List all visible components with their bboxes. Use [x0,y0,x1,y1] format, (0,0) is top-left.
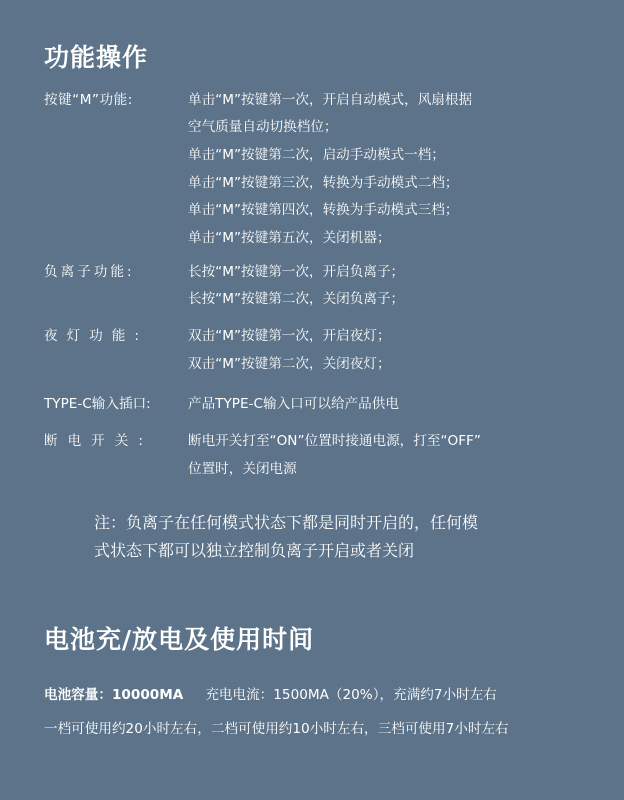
ion-label: 负离子功能: [44,264,135,280]
capacity-row [44,683,497,703]
switch-line-1: 断电开关打至“ON”位置时接通电源，打至“OFF” [188,433,481,449]
switch-line-2: 位置时，关闭电源 [188,461,297,477]
m-line-5: 单击“M”按键第四次，转换为手动模式三档； [188,202,459,218]
capacity-value: 10000MA [111,687,184,703]
section-title-battery: 电池充/放电及使用时间 [44,625,315,654]
power-switch-label: 断电开关: [44,433,153,449]
night-light-label: 夜灯功能: [44,328,148,344]
m-line-2: 空气质量自动切换档位； [188,119,338,135]
night-line-2: 双击“M”按键第二次，关闭夜灯； [188,356,391,372]
typec-label: TYPE-C输入插口: [44,396,151,412]
section-title-functions: 功能操作 [44,43,149,72]
ion-line-1: 长按“M”按键第一次，开启负离子； [188,264,405,280]
m-line-6: 单击“M”按键第五次，关闭机器； [188,230,391,246]
m-line-1: 单击“M”按键第一次，开启自动模式，风扇根据 [188,92,473,108]
note-line-2: 式状态下都可以独立控制负离子开启或者关闭 [94,541,415,560]
m-line-3: 单击“M”按键第二次，启动手动模式一档； [188,147,445,163]
usage-time-text: 一档可使用约20小时左右，二档可使用约10小时左右，三档可使用7小时左右 [44,721,509,737]
night-line-1: 双击“M”按键第一次，开启夜灯； [188,328,391,344]
capacity-label: 电池容量： [44,687,112,703]
note-line-1: 注：负离子在任何模式状态下都是同时开启的，任何模 [94,513,479,532]
m-button-label: 按键“M”功能: [44,92,133,108]
typec-text: 产品TYPE-C输入口可以给产品供电 [188,396,399,412]
charge-current-text: 充电电流：1500MA（20%），充满约7小时左右 [205,687,497,703]
m-line-4: 单击“M”按键第三次，转换为手动模式二档； [188,175,459,191]
ion-line-2: 长按“M”按键第二次，关闭负离子； [188,291,405,307]
